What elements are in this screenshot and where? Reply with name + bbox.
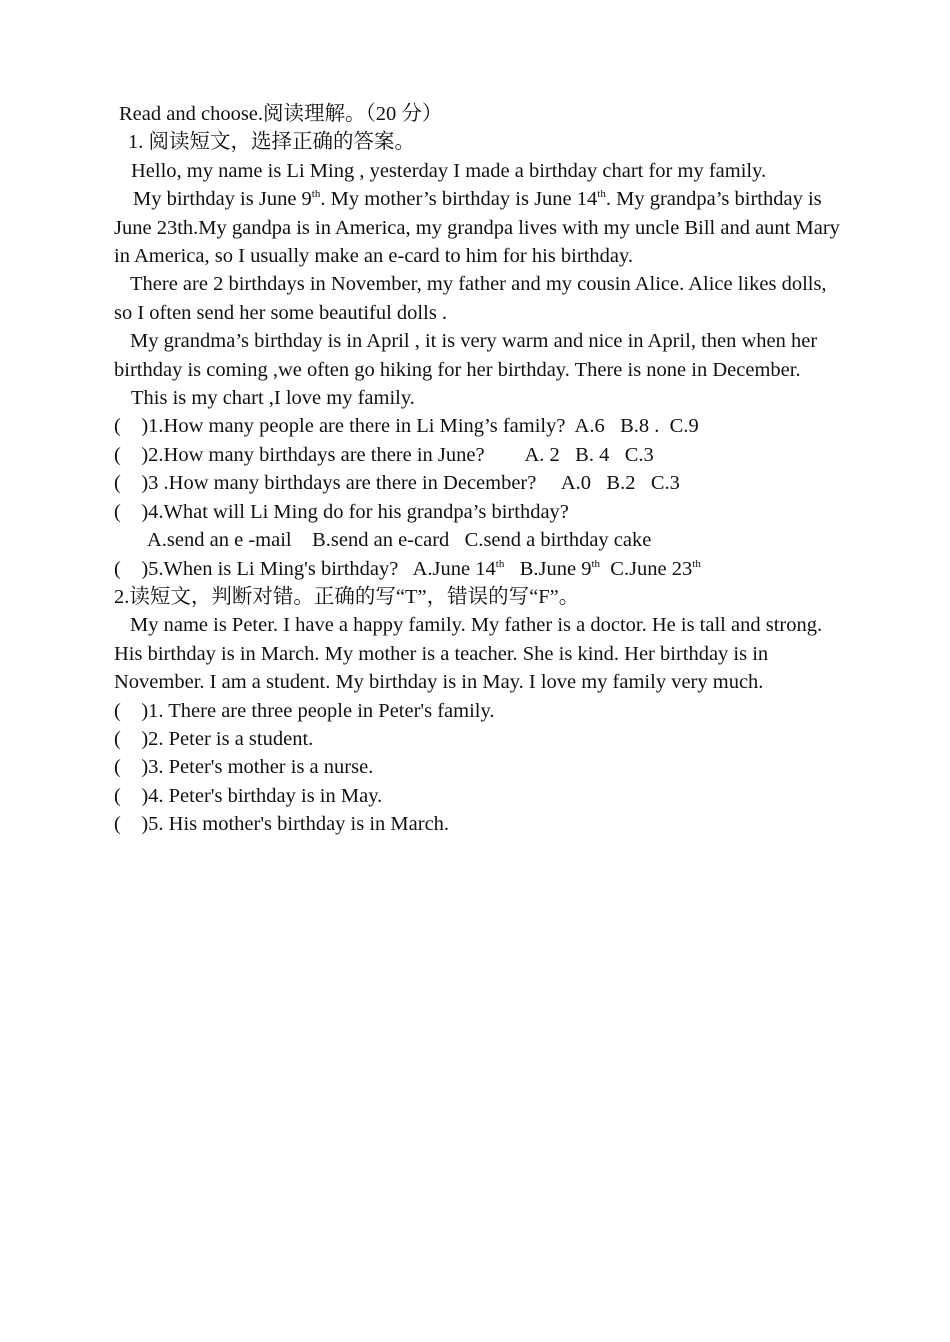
statement-4: ( )4. Peter's birthday is in May. xyxy=(114,784,383,807)
statement-2: ( )2. Peter is a student. xyxy=(114,727,314,750)
question-1: ( )1.How many people are there in Li Ming’s family? A.6 B.8 . C.9 xyxy=(114,415,699,438)
part1-paragraph-3: There are 2 birthdays in November, my father and my cousin Alice. Alice likes dolls, so I often send her some beautiful dolls . xyxy=(114,273,827,324)
question-5 xyxy=(114,555,844,583)
p2-part-c: . My grandpa’s birthday is June 23th.My gandpa is in America, my grandpa lives with my uncle Bill and aunt Mary in America, so I usually make an e-card to him for his birthday. xyxy=(114,188,840,268)
worksheet-page xyxy=(114,100,844,839)
part2-instruction: 2.读短文，判断对错。正确的写“T”，错误的写“F”。 xyxy=(114,585,580,608)
statement-1: ( )1. There are three people in Peter's family. xyxy=(114,699,495,722)
question-3: ( )3 .How many birthdays are there in December? A.0 B.2 C.3 xyxy=(114,472,680,495)
part1-paragraph-5: This is my chart ,I love my family. xyxy=(131,387,415,410)
q5-sup-c: th xyxy=(692,557,701,570)
question-4: ( )4.What will Li Ming do for his grandpa’s birthday? xyxy=(114,500,569,523)
q5-sup-a: th xyxy=(495,557,505,570)
part2-passage: My name is Peter. I have a happy family. My father is a doctor. He is tall and strong. His birthday is in March. My mother is a teacher. She is kind. Her birthday is in November. I am a student. My birthday is in May. I love my family very much. xyxy=(114,614,823,694)
p2-sup-1: th xyxy=(311,188,321,201)
p2-part-a: My birthday is June 9 xyxy=(133,188,312,211)
q5-stem: ( )5.When is Li Ming's birthday? A.June 14 xyxy=(114,557,496,580)
part1-paragraph-2 xyxy=(114,185,844,270)
statement-5: ( )5. His mother's birthday is in March. xyxy=(114,813,450,836)
question-4-options: A.send an e -mail B.send an e-card C.send a birthday cake xyxy=(147,529,652,552)
section-title: Read and choose.阅读理解。（20 分） xyxy=(119,103,443,125)
q5-option-c: C.June 23 xyxy=(600,557,693,580)
q5-sup-b: th xyxy=(591,557,601,570)
p2-part-b: . My mother’s birthday is June 14 xyxy=(320,188,598,211)
question-2: ( )2.How many birthdays are there in June? A. 2 B. 4 C.3 xyxy=(114,443,654,466)
part1-paragraph-1: Hello, my name is Li Ming , yesterday I made a birthday chart for my family. xyxy=(131,159,767,182)
part1-paragraph-4: My grandma’s birthday is in April , it is very warm and nice in April, then when her birthday is coming ,we often go hiking for her birthday. There is none in December. xyxy=(114,330,818,381)
statement-3: ( )3. Peter's mother is a nurse. xyxy=(114,756,374,779)
q5-option-b: B.June 9 xyxy=(504,557,592,580)
part1-instruction: 1. 阅读短文，选择正确的答案。 xyxy=(128,131,415,154)
p2-sup-2: th xyxy=(597,188,606,201)
